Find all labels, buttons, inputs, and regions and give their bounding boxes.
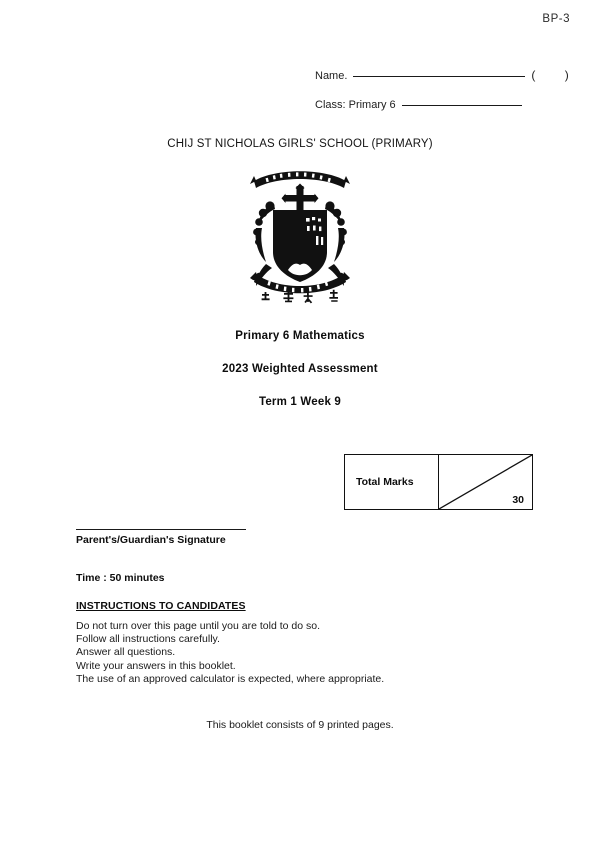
booklet-page-count: This booklet consists of 9 printed pages.	[206, 719, 394, 731]
total-marks-label: Total Marks	[356, 476, 414, 488]
name-field-row	[315, 68, 582, 82]
signature-label: Parent's/Guardian's Signature	[76, 534, 226, 546]
exam-title-block	[0, 330, 600, 408]
school-crest-icon	[244, 166, 356, 308]
class-write-line[interactable]	[402, 105, 522, 106]
instruction-item: Follow all instructions carefully.	[76, 633, 220, 646]
instructions-list	[76, 620, 384, 686]
name-label: Name.	[315, 70, 348, 82]
instruction-item: Write your answers in this booklet.	[76, 659, 236, 672]
instruction-item: Answer all questions.	[76, 646, 176, 659]
index-number-parens[interactable]: ( )	[531, 68, 582, 82]
class-field-row	[315, 99, 528, 111]
instruction-item: Do not turn over this page until you are told to do so.	[76, 620, 320, 632]
paper-code: BP-3	[542, 13, 570, 25]
total-marks-value-cell[interactable]	[439, 455, 532, 509]
name-write-line[interactable]	[353, 76, 525, 77]
school-name: CHIJ ST NICHOLAS GIRLS' SCHOOL (PRIMARY)	[167, 138, 433, 150]
instruction-item: The use of an approved calculator is expected, where appropriate.	[76, 672, 385, 685]
exam-duration: Time : 50 minutes	[76, 572, 165, 584]
total-marks-box	[344, 454, 533, 510]
instructions-heading: INSTRUCTIONS TO CANDIDATES	[76, 600, 246, 612]
exam-term: Term 1 Week 9	[258, 396, 342, 408]
class-label: Class: Primary 6	[315, 99, 396, 111]
exam-assessment: 2023 Weighted Assessment	[222, 363, 378, 375]
total-marks-label-cell	[345, 455, 439, 509]
crest-container	[0, 166, 600, 308]
total-marks-maximum: 30	[512, 494, 524, 506]
signature-write-line[interactable]	[76, 529, 246, 530]
exam-subject: Primary 6 Mathematics	[235, 330, 365, 342]
